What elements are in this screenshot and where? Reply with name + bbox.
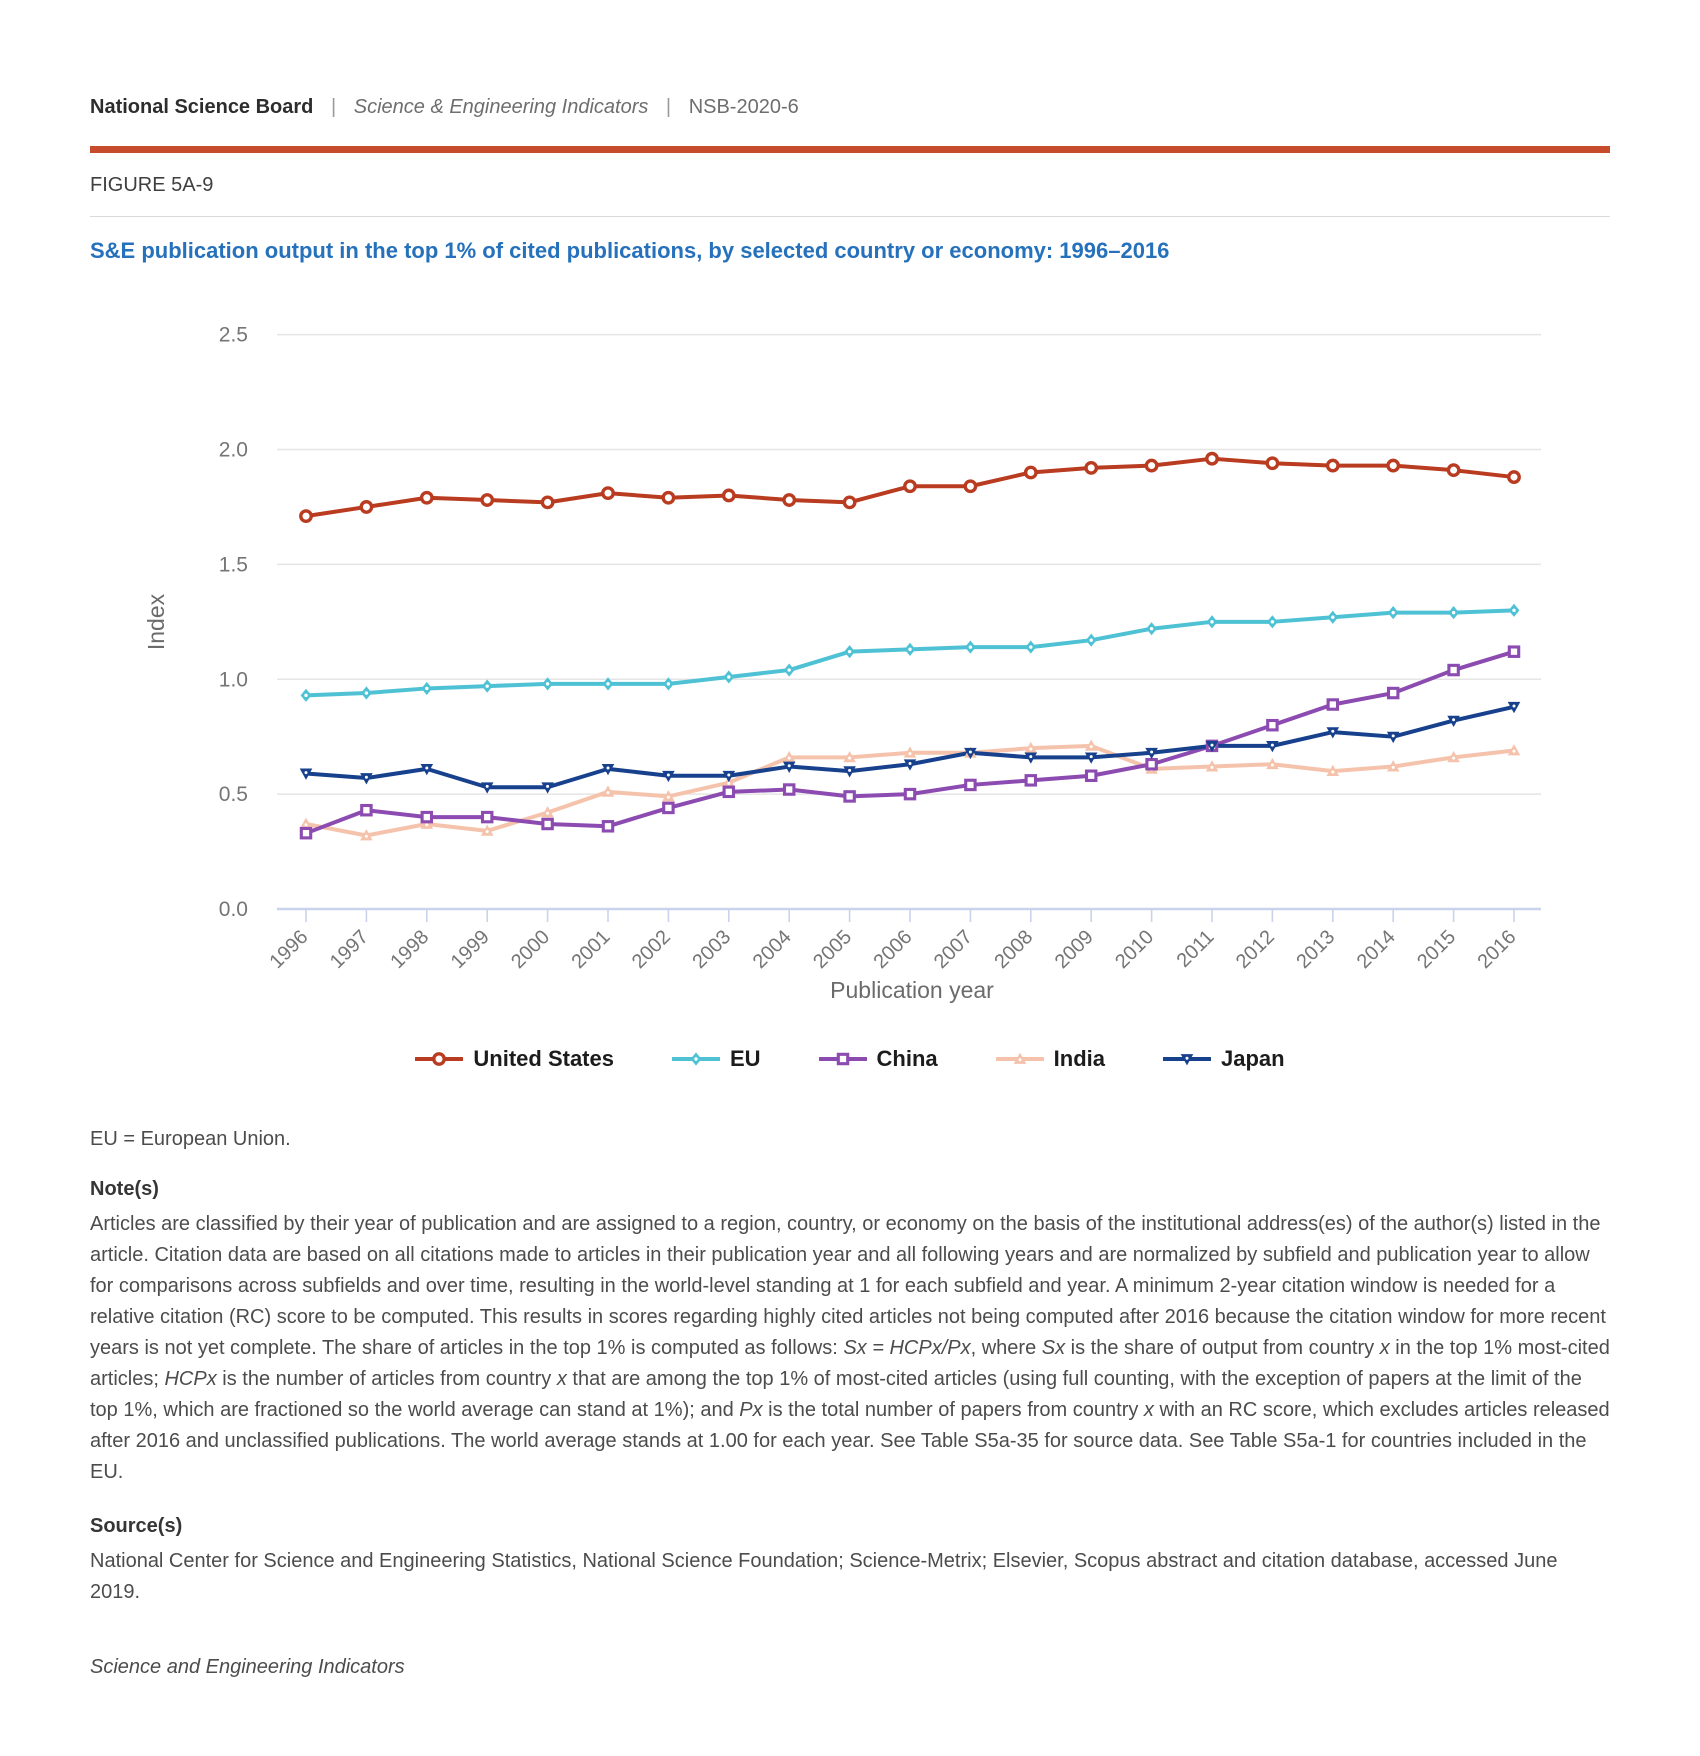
sources-body: National Center for Science and Engineering Statistics, National Science Foundation; Science-Metrix; Elsevier, Scopus abstract and citation database, accessed June 2019. [90, 1550, 1558, 1603]
x-tick-label: 2016 [1473, 925, 1521, 974]
x-tick-label: 1999 [446, 925, 494, 974]
y-axis-title: Index [143, 593, 169, 651]
legend-item-japan [1163, 1046, 1285, 1072]
legend-label-united-states: United States [473, 1046, 614, 1071]
figure-label: FIGURE 5A-9 [90, 174, 214, 196]
legend-item-eu [672, 1046, 761, 1072]
legend-swatch-united-states-icon [415, 1049, 463, 1069]
legend-swatch-china-icon [819, 1049, 867, 1069]
x-tick-label: 2000 [507, 925, 555, 974]
x-tick-label: 1998 [386, 925, 434, 974]
x-tick-label: 2011 [1172, 925, 1219, 972]
united-states-series-markers [301, 453, 1519, 521]
x-tick-label: 1996 [265, 925, 313, 974]
x-tick-label: 2012 [1231, 925, 1279, 974]
legend-item-united-states [415, 1046, 614, 1072]
x-tick-label: 2001 [567, 925, 615, 974]
x-tick-label: 2005 [809, 925, 857, 974]
header-separator: | [665, 96, 672, 118]
x-tick-label: 2013 [1292, 925, 1340, 974]
notes-heading: Note(s) [90, 1178, 159, 1200]
header-separator: | [330, 96, 337, 118]
legend-label-eu: EU [729, 1046, 761, 1071]
y-tick-labels [219, 324, 248, 921]
legend-swatch-eu-icon [672, 1049, 720, 1069]
footer-publication-name: Science and Engineering Indicators [90, 1656, 405, 1678]
eu-series-markers [301, 604, 1520, 702]
abbreviation-note: EU = European Union. [90, 1128, 291, 1150]
notes-body: Articles are classified by their year of publication and are assigned to a region, country, or economy on the basis of the institutional address(es) of the author(s) listed in the article. Citation data are based on all citations made to articles in their publication year and all following years and are normalized by subfield and publication year to allow for comparisons across subfields and over time, resulting in the world-level standing at 1 for each subfield and year. A minimum 2-year citation window is needed for a relative citation (RC) score to be computed. This results in scores regarding highly cited articles not being computed after 2016 because the citation window for more recent years is not yet complete. The share of articles in the top 1% is computed as follows: Sx = HCPx/Px, where Sx is the share of output from country x in the top 1% most-cited articles; HCPx is the number of articles from country x that are among the top 1% of most-cited articles (using full counting, with the exception of papers at the limit of the top 1%, which are fractioned so the world average can stand at 1%); and Px is the total number of papers from country x with an RC score, which excludes articles released after 2016 and unclassified publications. The world average stands at 1.00 for each year. See Table S5a-35 for source data. See Table S5a-1 for countries included in the EU. [90, 1213, 1610, 1483]
x-ticks [306, 909, 1514, 922]
x-tick-label: 2009 [1050, 925, 1098, 974]
org-name: National Science Board [90, 96, 314, 118]
china-series-markers [301, 647, 1518, 838]
figure-title: S&E publication output in the top 1% of cited publications, by selected country or economy: 1996–2016 [90, 238, 1170, 263]
x-tick-label: 2004 [748, 925, 796, 974]
legend-item-china [819, 1046, 938, 1072]
y-tick-label: 0.0 [218, 898, 248, 921]
x-tick-label: 2014 [1352, 925, 1400, 974]
legend-label-china: China [876, 1046, 938, 1071]
sources-heading: Source(s) [90, 1515, 183, 1537]
legend-label-japan: Japan [1221, 1046, 1285, 1071]
y-tick-label: 2.0 [218, 438, 248, 462]
legend-swatch-japan-icon [1163, 1049, 1211, 1069]
y-tick-label: 1.0 [218, 668, 248, 692]
x-tick-label: 2006 [869, 925, 917, 974]
y-tick-label: 1.5 [218, 553, 248, 577]
report-header [90, 96, 1610, 119]
x-tick-labels [266, 926, 1521, 973]
legend-label-india: India [1053, 1046, 1106, 1071]
x-tick-label: 1997 [325, 925, 373, 974]
chart-legend [90, 1046, 1610, 1072]
x-tick-label: 2010 [1111, 925, 1159, 974]
x-tick-label: 2007 [929, 925, 977, 974]
legend-item-india [996, 1046, 1105, 1072]
accent-rule [90, 146, 1610, 153]
line-chart [90, 280, 1610, 1020]
x-axis-title: Publication year [830, 977, 994, 1003]
x-tick-label: 2015 [1413, 925, 1461, 974]
legend-swatch-india-icon [996, 1049, 1044, 1069]
x-tick-label: 2003 [688, 925, 736, 974]
report-id: NSB-2020-6 [688, 96, 799, 118]
y-tick-label: 0.5 [218, 783, 248, 807]
publication-name: Science & Engineering Indicators [353, 96, 649, 118]
gridlines [277, 335, 1541, 909]
divider-line [90, 216, 1610, 217]
x-tick-label: 2008 [990, 925, 1038, 974]
x-tick-label: 2002 [627, 925, 675, 974]
y-tick-label: 2.5 [218, 323, 248, 347]
